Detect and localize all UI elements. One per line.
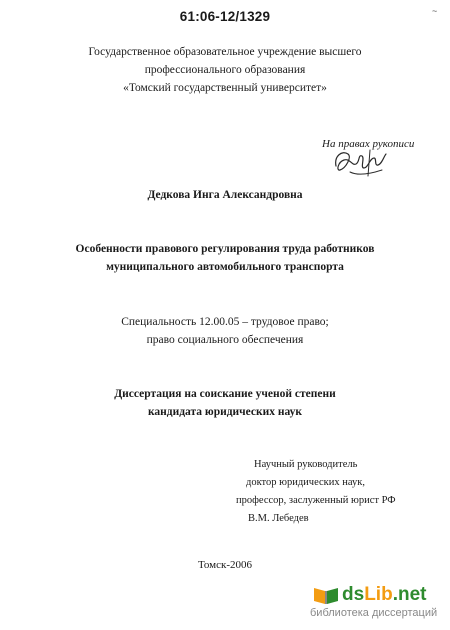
logo-ds-text: ds xyxy=(342,584,365,605)
logo-lib-text: Lib xyxy=(364,584,393,605)
specialty-line: право социального обеспечения xyxy=(146,334,304,346)
degree-line: кандидата юридических наук xyxy=(147,406,303,418)
registration-code: 61:06-12/1329 xyxy=(179,9,271,24)
institution-line: «Томский государственный университет» xyxy=(123,82,327,94)
dslib-logo[interactable] xyxy=(308,584,448,606)
specialty-block xyxy=(0,313,450,349)
specialty-line: Специальность 12.00.05 – трудовое право; xyxy=(121,316,329,328)
rights-label: На правах рукописи xyxy=(322,138,415,150)
advisor-line: В.М. Лебедев xyxy=(248,513,309,524)
corner-mark: ~ xyxy=(432,6,438,16)
book-icon xyxy=(312,584,340,606)
city-year: Томск-2006 xyxy=(197,559,253,571)
advisor-line: Научный руководитель xyxy=(254,459,358,470)
dslib-watermark[interactable] xyxy=(308,584,448,619)
thesis-title-line: муниципального автомобильного транспорта xyxy=(106,261,344,273)
author-name: Дедкова Инга Александровна xyxy=(147,189,303,201)
degree-block xyxy=(0,385,450,421)
advisor-line: профессор, заслуженный юрист РФ xyxy=(236,495,396,506)
logo-net-text: .net xyxy=(392,584,427,605)
institution-block xyxy=(0,43,450,97)
handwritten-signature xyxy=(330,146,390,180)
institution-line: Государственное образовательное учреждение высшего xyxy=(88,46,362,58)
advisor-block xyxy=(236,456,396,528)
institution-line: профессионального образования xyxy=(144,64,306,76)
advisor-line: доктор юридических наук, xyxy=(246,477,365,488)
thesis-title-line: Особенности правового регулирования труда работников xyxy=(75,243,375,255)
thesis-title xyxy=(0,240,450,276)
watermark-tagline: библиотека диссертаций xyxy=(310,607,438,619)
degree-line: Диссертация на соискание ученой степени xyxy=(114,388,336,400)
